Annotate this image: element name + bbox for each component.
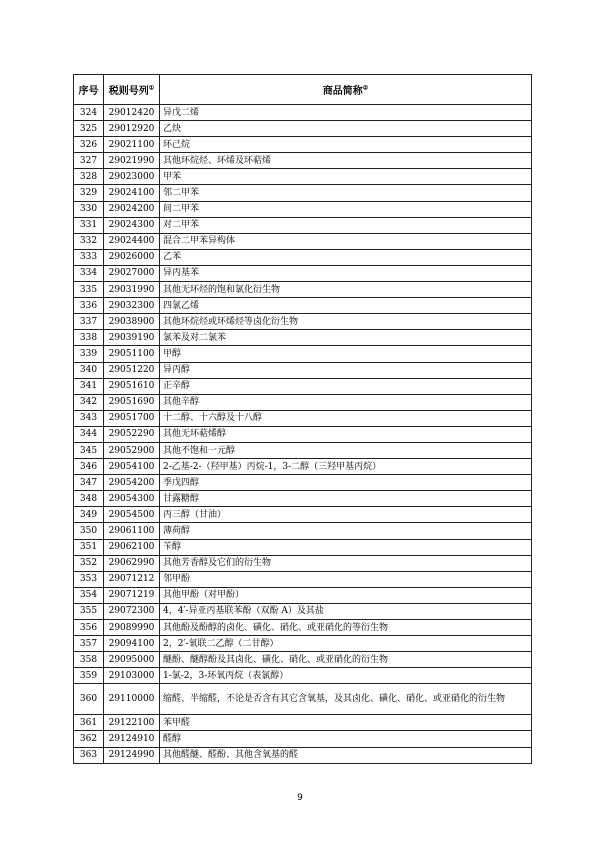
row-seq-cell: 327	[74, 153, 104, 169]
row-code-cell: 29054500	[104, 507, 160, 523]
table-row	[74, 282, 532, 298]
row-code-cell: 29054100	[104, 459, 160, 475]
row-name-cell: 间二甲苯	[160, 201, 532, 217]
row-name-cell: 乙苯	[160, 249, 532, 265]
row-name-cell: 其他无环萜烯醇	[160, 426, 532, 442]
header-code-footnote-mark: ①	[148, 84, 155, 92]
table-row	[74, 185, 532, 201]
table-row	[74, 169, 532, 185]
row-name-cell: 混合二甲苯异构体	[160, 233, 532, 249]
row-code-cell: 29054300	[104, 491, 160, 507]
table-row	[74, 121, 532, 137]
table-row	[74, 410, 532, 426]
header-name-label: 商品简称	[322, 86, 363, 97]
table-row	[74, 587, 532, 603]
table-row	[74, 539, 532, 555]
row-seq-cell: 362	[74, 731, 104, 747]
row-seq-cell: 349	[74, 507, 104, 523]
page-number: 9	[297, 793, 303, 803]
header-seq	[74, 75, 104, 105]
row-name-cell: 异戊二烯	[160, 105, 532, 121]
row-name-cell: 异丙基苯	[160, 265, 532, 281]
table-row	[74, 652, 532, 668]
row-name-cell: 2，2′-氧联二乙醇（二甘醇）	[160, 636, 532, 652]
row-name-cell: 乙炔	[160, 121, 532, 137]
row-seq-cell: 325	[74, 121, 104, 137]
table-row	[74, 298, 532, 314]
row-code-cell: 29021990	[104, 153, 160, 169]
row-seq-cell: 336	[74, 298, 104, 314]
row-code-cell: 29021100	[104, 137, 160, 153]
table-row	[74, 314, 532, 330]
row-name-cell: 其他辛醇	[160, 394, 532, 410]
row-code-cell: 29024200	[104, 201, 160, 217]
row-name-cell: 4，4′-异亚丙基联苯酚（双酚 A）及其盐	[160, 603, 532, 619]
row-name-cell: 异丙醇	[160, 362, 532, 378]
row-name-cell: 季戊四醇	[160, 475, 532, 491]
row-code-cell: 29061100	[104, 523, 160, 539]
table-row	[74, 265, 532, 281]
table-row	[74, 747, 532, 763]
row-name-cell: 醛醇	[160, 731, 532, 747]
row-seq-cell: 355	[74, 603, 104, 619]
row-seq-cell: 356	[74, 620, 104, 636]
table-header	[74, 75, 532, 105]
row-seq-cell: 347	[74, 475, 104, 491]
table-row	[74, 523, 532, 539]
row-seq-cell: 361	[74, 715, 104, 731]
table-row	[74, 475, 532, 491]
row-code-cell: 29089990	[104, 620, 160, 636]
row-code-cell: 29027000	[104, 265, 160, 281]
row-code-cell: 29026000	[104, 249, 160, 265]
row-seq-cell: 360	[74, 684, 104, 715]
row-seq-cell: 340	[74, 362, 104, 378]
row-code-cell: 29024300	[104, 217, 160, 233]
header-code	[104, 75, 160, 105]
row-code-cell: 29012920	[104, 121, 160, 137]
row-name-cell: 氯苯及对二氯苯	[160, 330, 532, 346]
table-row	[74, 426, 532, 442]
row-name-cell: 薄荷醇	[160, 523, 532, 539]
row-name-cell: 其他无环烃的饱和氯化衍生物	[160, 282, 532, 298]
row-code-cell: 29071212	[104, 571, 160, 587]
row-code-cell: 29012420	[104, 105, 160, 121]
row-name-cell: 苯甲醛	[160, 715, 532, 731]
table-row	[74, 620, 532, 636]
row-seq-cell: 354	[74, 587, 104, 603]
table-row	[74, 731, 532, 747]
row-code-cell: 29024100	[104, 185, 160, 201]
row-name-cell: 其他酚及酚醇的卤化、磺化、硝化、或亚硝化的等衍生物	[160, 620, 532, 636]
row-seq-cell: 351	[74, 539, 104, 555]
table-row	[74, 555, 532, 571]
row-code-cell: 29024400	[104, 233, 160, 249]
row-name-cell: 对二甲苯	[160, 217, 532, 233]
header-name	[160, 75, 532, 105]
row-code-cell: 29031990	[104, 282, 160, 298]
row-seq-cell: 343	[74, 410, 104, 426]
row-seq-cell: 338	[74, 330, 104, 346]
table-row	[74, 603, 532, 619]
row-seq-cell: 357	[74, 636, 104, 652]
row-code-cell: 29052290	[104, 426, 160, 442]
row-code-cell: 29124990	[104, 747, 160, 763]
table-body	[74, 105, 532, 764]
row-name-cell: 其他甲酚（对甲酚）	[160, 587, 532, 603]
row-name-cell: 其他醛醚、醛酚、其他含氧基的醛	[160, 747, 532, 763]
row-code-cell: 29122100	[104, 715, 160, 731]
row-name-cell: 其他环烷烃或环烯烃等卤化衍生物	[160, 314, 532, 330]
table-row	[74, 330, 532, 346]
row-name-cell: 丙三醇（甘油）	[160, 507, 532, 523]
row-code-cell: 29039190	[104, 330, 160, 346]
table-row	[74, 378, 532, 394]
table-row	[74, 394, 532, 410]
row-seq-cell: 331	[74, 217, 104, 233]
row-seq-cell: 332	[74, 233, 104, 249]
row-seq-cell: 337	[74, 314, 104, 330]
row-name-cell: 邻二甲苯	[160, 185, 532, 201]
row-name-cell: 邻甲酚	[160, 571, 532, 587]
row-code-cell: 29095000	[104, 652, 160, 668]
row-seq-cell: 341	[74, 378, 104, 394]
row-name-cell: 2-乙基-2-（羟甲基）丙烷-1，3-二醇（三羟甲基丙烷）	[160, 459, 532, 475]
table-row	[74, 346, 532, 362]
row-name-cell: 其他不饱和一元醇	[160, 442, 532, 458]
row-seq-cell: 339	[74, 346, 104, 362]
row-code-cell: 29051690	[104, 394, 160, 410]
row-name-cell: 其他环烷烃、环烯及环萜烯	[160, 153, 532, 169]
table-row	[74, 459, 532, 475]
row-seq-cell: 342	[74, 394, 104, 410]
row-seq-cell: 330	[74, 201, 104, 217]
table-row	[74, 507, 532, 523]
row-name-cell: 醚酚、醚醇酚及其卤化、磺化、硝化、或亚硝化的衍生物	[160, 652, 532, 668]
row-seq-cell: 334	[74, 265, 104, 281]
row-code-cell: 29062100	[104, 539, 160, 555]
row-seq-cell: 335	[74, 282, 104, 298]
row-seq-cell: 352	[74, 555, 104, 571]
row-seq-cell: 333	[74, 249, 104, 265]
row-name-cell: 四氯乙烯	[160, 298, 532, 314]
row-code-cell: 29054200	[104, 475, 160, 491]
header-name-footnote-mark: ②	[362, 84, 369, 92]
header-seq-label: 序号	[78, 86, 99, 97]
table-row	[74, 217, 532, 233]
table-row	[74, 153, 532, 169]
row-name-cell: 甘露糖醇	[160, 491, 532, 507]
table-row	[74, 105, 532, 121]
row-code-cell: 29052900	[104, 442, 160, 458]
row-seq-cell: 363	[74, 747, 104, 763]
row-seq-cell: 329	[74, 185, 104, 201]
row-code-cell: 29051100	[104, 346, 160, 362]
row-seq-cell: 344	[74, 426, 104, 442]
row-name-cell: 苄醇	[160, 539, 532, 555]
row-name-cell: 环己烷	[160, 137, 532, 153]
row-code-cell: 29062990	[104, 555, 160, 571]
header-row	[74, 75, 532, 105]
row-code-cell: 29110000	[104, 684, 160, 715]
table-row	[74, 233, 532, 249]
row-name-cell: 其他芳香醇及它们的衍生物	[160, 555, 532, 571]
row-name-cell: 甲苯	[160, 169, 532, 185]
row-code-cell: 29032300	[104, 298, 160, 314]
row-seq-cell: 346	[74, 459, 104, 475]
row-code-cell: 29051220	[104, 362, 160, 378]
table-row	[74, 636, 532, 652]
table-row	[74, 715, 532, 731]
table-row	[74, 201, 532, 217]
table-row	[74, 442, 532, 458]
row-seq-cell: 345	[74, 442, 104, 458]
row-code-cell: 29023000	[104, 169, 160, 185]
table-row	[74, 137, 532, 153]
row-seq-cell: 328	[74, 169, 104, 185]
row-seq-cell: 324	[74, 105, 104, 121]
table-row	[74, 668, 532, 684]
row-name-cell: 1-氯-2，3-环氧丙烷（表氯醇）	[160, 668, 532, 684]
row-seq-cell: 350	[74, 523, 104, 539]
table-row	[74, 571, 532, 587]
row-code-cell: 29038900	[104, 314, 160, 330]
row-code-cell: 29072300	[104, 603, 160, 619]
row-seq-cell: 358	[74, 652, 104, 668]
row-name-cell: 缩醛、半缩醛，不论是否含有其它含氧基，及其卤化、磺化、硝化、或亚硝化的衍生物	[160, 684, 532, 715]
header-code-label: 税则号列	[108, 86, 149, 97]
row-seq-cell: 326	[74, 137, 104, 153]
row-code-cell: 29124910	[104, 731, 160, 747]
row-seq-cell: 353	[74, 571, 104, 587]
row-seq-cell: 348	[74, 491, 104, 507]
table-row	[74, 684, 532, 715]
row-code-cell: 29071219	[104, 587, 160, 603]
table-row	[74, 491, 532, 507]
row-code-cell: 29051700	[104, 410, 160, 426]
row-code-cell: 29094100	[104, 636, 160, 652]
tariff-table	[73, 74, 532, 764]
row-name-cell: 甲醇	[160, 346, 532, 362]
row-name-cell: 十二醇、十六醇及十八醇	[160, 410, 532, 426]
row-code-cell: 29103000	[104, 668, 160, 684]
table-row	[74, 362, 532, 378]
row-code-cell: 29051610	[104, 378, 160, 394]
table-row	[74, 249, 532, 265]
row-name-cell: 正辛醇	[160, 378, 532, 394]
row-seq-cell: 359	[74, 668, 104, 684]
